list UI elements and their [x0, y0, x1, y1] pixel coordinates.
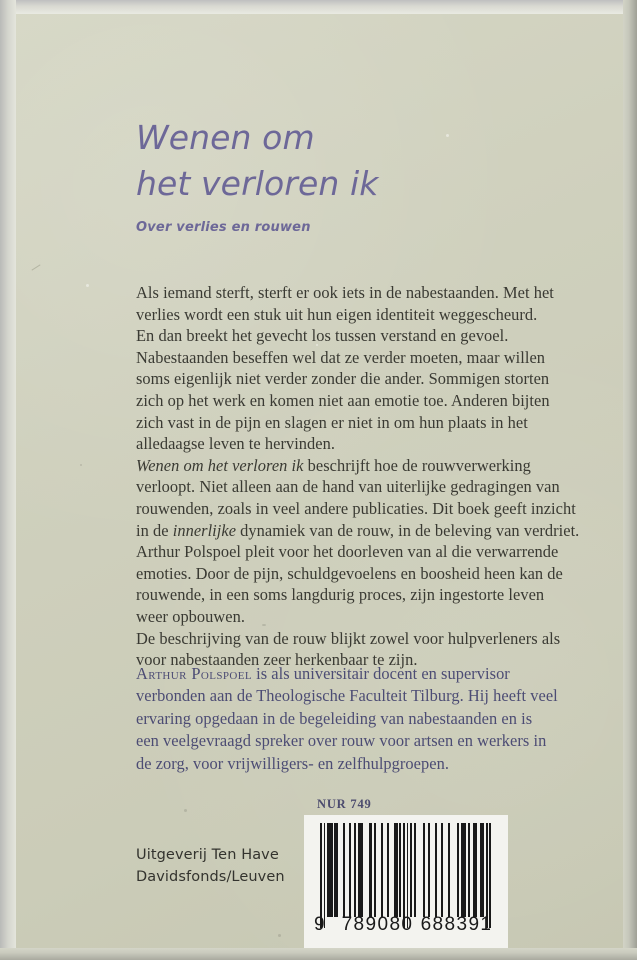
- blurb-line: verloopt. Niet alleen aan de hand van uiterlijke gedragingen van: [136, 477, 560, 497]
- blurb-line: De beschrijving van de rouw blijkt zowel voor hulpverleners als: [136, 628, 561, 648]
- cover-board: [16, 14, 623, 948]
- blurb-line: emoties. Door de pijn, schuldgevoelens en boosheid heen kan de: [136, 563, 563, 583]
- paper-speck: [184, 809, 187, 812]
- subtitle: Over verlies en rouwen: [136, 220, 311, 235]
- blurb-line: weer opbouwen.: [136, 606, 246, 626]
- author-bio-line: [136, 663, 576, 685]
- author-bio-line: de zorg, voor vrijwilligers- en zelfhulpgroepen.: [136, 753, 449, 773]
- barcode: [304, 815, 508, 949]
- author-bio: [136, 663, 576, 775]
- blurb-paragraph-2: [136, 455, 580, 671]
- title-block: [136, 115, 566, 207]
- blurb-paragraph-1: [136, 282, 576, 455]
- author-bio-line: verbonden aan de Theologische Faculteit Tilburg. Hij heeft veel: [136, 686, 558, 706]
- author-name: Arthur Polspoel: [136, 664, 252, 683]
- barcode-space: [450, 823, 457, 917]
- book-title-italic: Wenen om het verloren ik: [136, 455, 304, 475]
- blurb-line: rouwenden, zoals in veel andere publicaties. Dit boek geeft inzicht: [136, 498, 576, 518]
- paper-speck: [86, 284, 89, 287]
- author-bio-paragraph: [136, 663, 576, 775]
- barcode-bars: [320, 823, 492, 917]
- blurb-line: Nabestaanden beseffen wel dat ze verder moeten, maar willen: [136, 347, 546, 367]
- blurb-line: [136, 520, 580, 542]
- blurb-line: verlies wordt een stuk uit hun eigen identiteit weggescheurd.: [136, 304, 538, 324]
- emphasis-italic: innerlijke: [172, 520, 237, 540]
- isbn-left-group: 789080: [341, 914, 414, 935]
- blurb-text: [136, 282, 580, 671]
- blurb-line: alledaagse leven te hervinden.: [136, 434, 336, 454]
- publisher-name: Uitgeverij Ten Have: [136, 847, 279, 863]
- surface-scratch: [31, 264, 40, 270]
- cover-edge-top: [0, 0, 637, 14]
- blurb-line: Arthur Polspoel pleit voor het doorleven van al die verwarrende: [136, 542, 559, 562]
- publisher-block: [136, 844, 285, 888]
- paper-speck: [278, 934, 281, 937]
- barcode-space: [416, 823, 423, 917]
- isbn-right-group: 688391: [420, 914, 493, 935]
- isbn-lead-digit: 9: [314, 914, 326, 935]
- nur-code: NUR 749: [317, 797, 372, 811]
- blurb-line-post: dynamiek van de rouw, in de beleving van verdriet.: [236, 520, 580, 540]
- publisher-imprint: Davidsfonds/Leuven: [136, 869, 285, 885]
- blurb-line: zich op het werk en komen niet aan emotie toe. Anderen bijten: [136, 390, 550, 410]
- author-bio-line: een veelgevraagd spreker over rouw voor artsen en werkers in: [136, 731, 547, 751]
- cover-edge-bottom: [0, 948, 637, 960]
- blurb-line: voor nabestaanden zeer herkenbaar te zijn.: [136, 650, 418, 670]
- blurb-line: Als iemand sterft, sterft er ook iets in de nabestaanden. Met het: [136, 283, 554, 302]
- title-line-2: het verloren ik: [136, 164, 379, 203]
- barcode-digits: [314, 914, 498, 936]
- blurb-line: En dan breekt het gevecht los tussen verstand en gevoel.: [136, 326, 509, 346]
- paper-speck: [80, 464, 82, 466]
- blurb-line-pre: in de: [136, 520, 173, 540]
- author-bio-line: ervaring opgedaan in de begeleiding van nabestaanden en is: [136, 708, 533, 728]
- cover-edge-right: [623, 0, 637, 960]
- blurb-line: rouwende, in een soms langdurig proces, zijn ingestorte leven: [136, 585, 545, 605]
- blurb-line: soms eigenlijk niet verder zonder die ander. Sommigen storten: [136, 369, 550, 389]
- cover-edge-left: [0, 0, 16, 960]
- blurb-line: [136, 455, 576, 477]
- barcode-bar: [489, 823, 491, 928]
- blurb-line: zich vast in de pijn en slagen er niet in om hun plaats in het: [136, 412, 528, 432]
- title-line-1: Wenen om: [136, 118, 315, 157]
- blurb-line-rest: beschrijft hoe de rouwverwerking: [303, 455, 531, 475]
- author-bio-line-rest: is als universitair docent en supervisor: [251, 664, 510, 683]
